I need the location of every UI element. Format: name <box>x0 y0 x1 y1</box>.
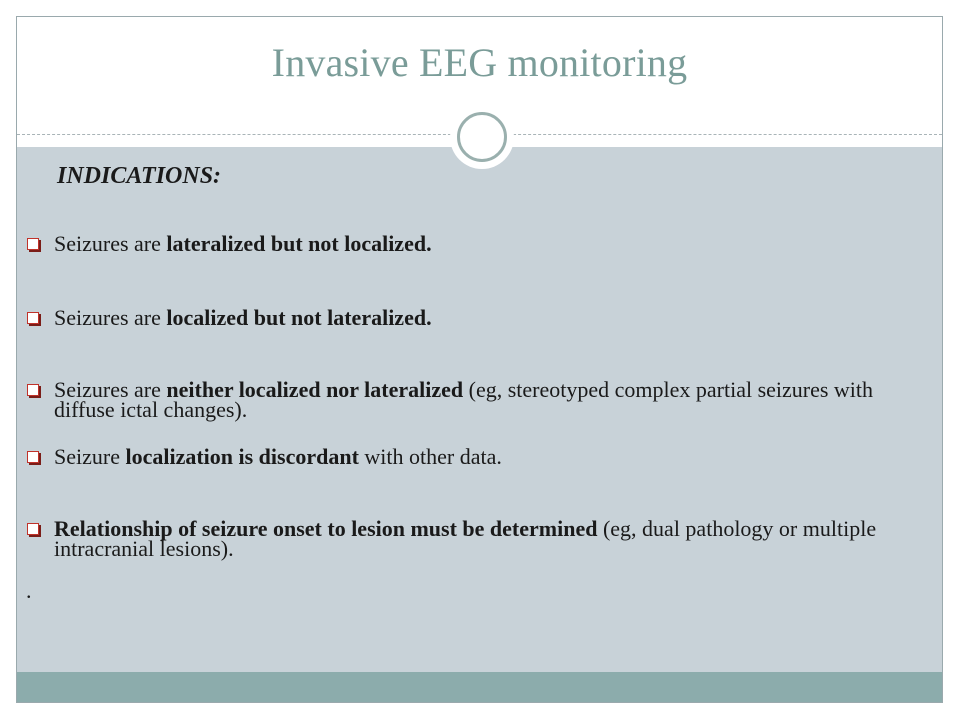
checkbox-square-icon <box>27 384 39 396</box>
bullet-text: Relationship of seizure onset to lesion must be determined (eg, dual pathology or multiple intracranial lesions). <box>54 516 877 561</box>
bullet-item <box>24 516 904 561</box>
bullet-item <box>24 377 904 422</box>
slide <box>16 16 943 703</box>
checkbox-square-icon <box>27 312 39 324</box>
trailing-dot: . <box>26 578 32 603</box>
ring-inner <box>457 112 507 162</box>
slide-title: Invasive EEG monitoring <box>271 40 688 85</box>
footer-bar <box>17 672 942 702</box>
circle-ring-icon <box>450 105 514 169</box>
bullet-text: Seizures are neither localized nor lateralized (eg, stereotyped complex partial seizures with diffuse ictal changes). <box>54 377 874 422</box>
bullet-text: Seizures are lateralized but not localized. <box>54 231 432 256</box>
indications-heading: INDICATIONS: <box>57 163 222 189</box>
checkbox-square-icon <box>27 451 39 463</box>
bullet-text: Seizure localization is discordant with other data. <box>54 444 502 469</box>
bullet-item <box>24 231 904 256</box>
bullet-text: Seizures are localized but not lateralized. <box>54 305 432 330</box>
checkbox-square-icon <box>27 523 39 535</box>
checkbox-square-icon <box>27 238 39 250</box>
bullet-item <box>24 305 904 330</box>
bullet-item <box>24 444 904 469</box>
